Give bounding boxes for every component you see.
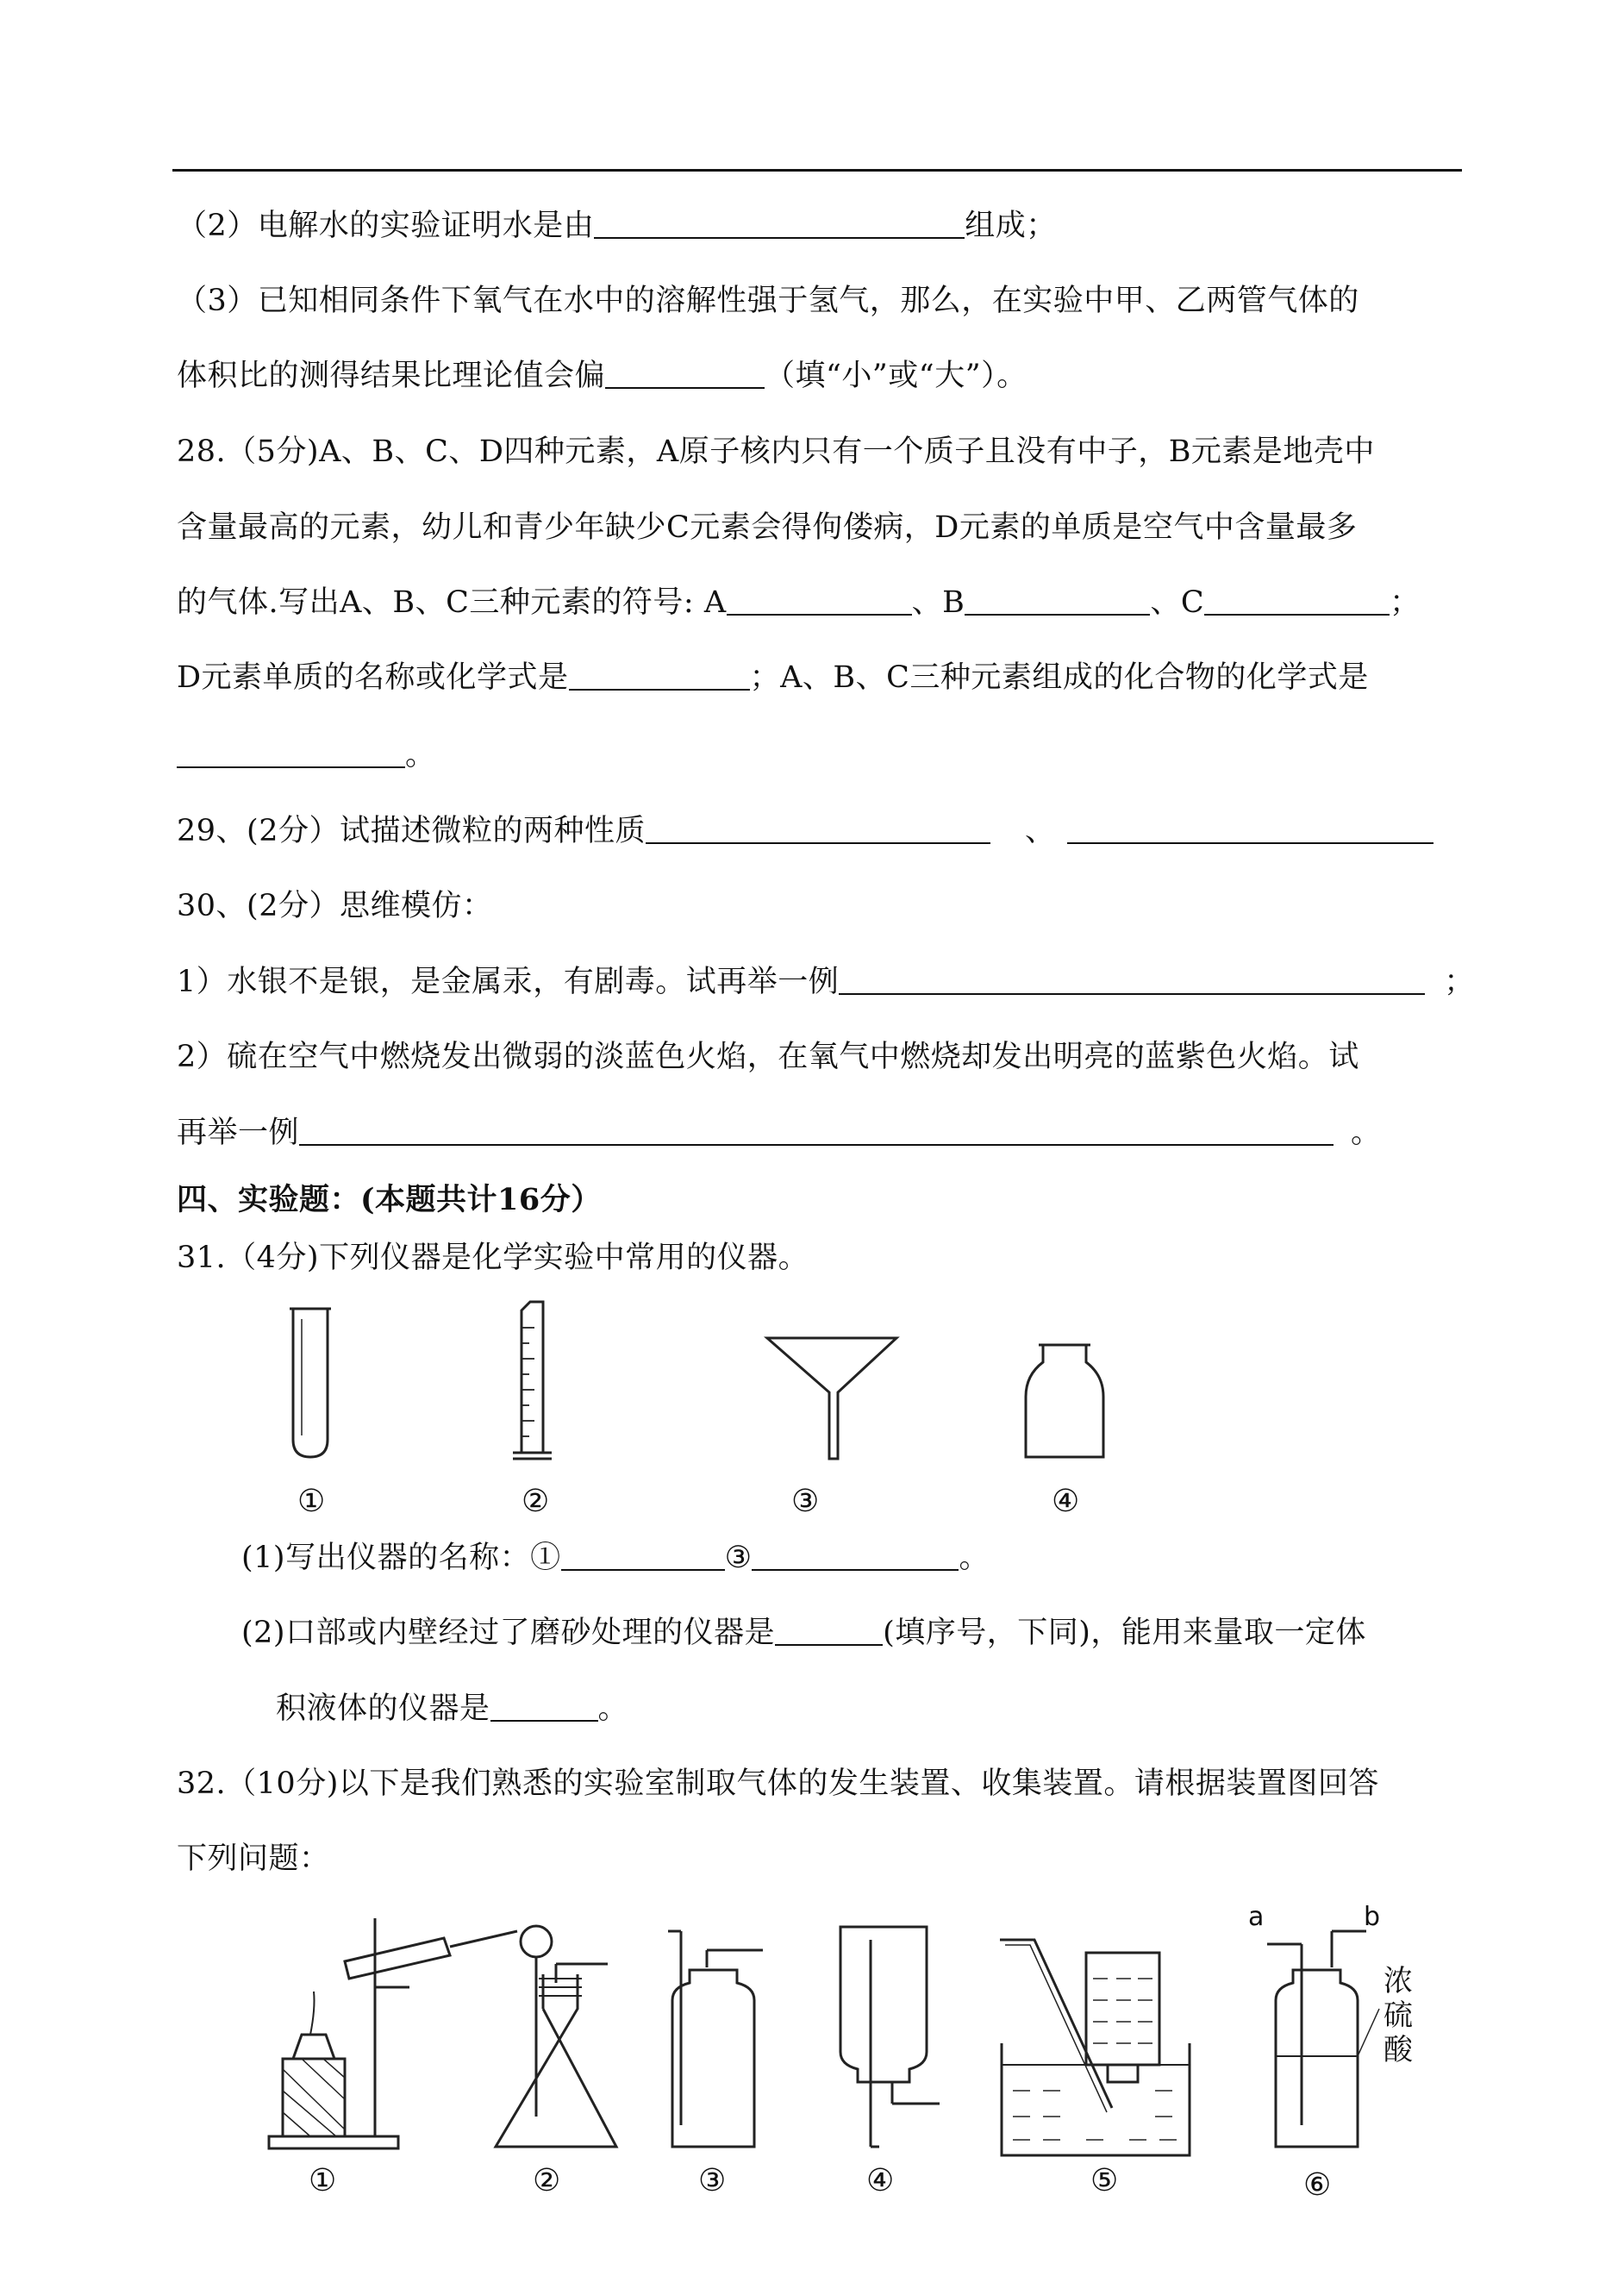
q31-sub-2: (2)口部或内壁经过了磨砂处理的仪器是 (填序号，下同)，能用来量取一定体: [241, 1616, 1366, 1650]
flask-apparatus-drawing: [496, 1926, 616, 2147]
apparatus-label-1: ①: [309, 2163, 337, 2198]
answer-blank[interactable]: [594, 208, 965, 239]
apparatus-label-6: ⑥: [1303, 2167, 1332, 2203]
acid-label-1: 浓: [1384, 1964, 1413, 1998]
q31-sub-2b: 积液体的仪器是 。: [276, 1692, 629, 1726]
apparatus-drawings: [259, 1905, 1465, 2164]
port-label-a: a: [1248, 1902, 1265, 1932]
graduated-cylinder-drawing: [513, 1302, 552, 1459]
answer-blank-property-1[interactable]: [646, 813, 990, 844]
answer-blank-example-1[interactable]: [839, 964, 1425, 995]
instrument-label-4: ④: [1052, 1484, 1080, 1519]
answer-blank-ground-glass[interactable]: [775, 1615, 883, 1646]
instrument-label-2: ②: [522, 1484, 550, 1519]
q28-line-5: 。: [177, 735, 436, 776]
q27-line-3b: 体积比的测得结果比理论值会偏 （填“小”或“大”）。: [177, 359, 1027, 393]
answer-blank-d[interactable]: [569, 660, 750, 691]
q31-sub-1: (1)写出仪器的名称：① ③ 。: [241, 1541, 990, 1575]
answer-blank[interactable]: [605, 358, 765, 389]
answer-blank-instrument-1[interactable]: [561, 1540, 725, 1571]
answer-blank-c[interactable]: [1204, 585, 1390, 616]
apparatus-label-5: ⑤: [1090, 2163, 1119, 2198]
header-rule: [172, 169, 1462, 172]
answer-blank-b[interactable]: [965, 585, 1150, 616]
test-tube-drawing: [290, 1309, 331, 1457]
heating-apparatus-drawing: [269, 1918, 517, 2148]
q30-line-2: 1）水银不是银，是金属汞，有剧毒。试再举一例 ；: [177, 965, 1475, 999]
section-4-heading: 四、实验题：(本题共计16分）: [177, 1182, 602, 1217]
answer-blank-example-2[interactable]: [299, 1115, 1334, 1146]
bottle-drawing: [1026, 1345, 1103, 1457]
instrument-drawings: [259, 1293, 1121, 1466]
q27-line-3: （3）已知相同条件下氧气在水中的溶解性强于氢气，那么，在实验中甲、乙两管气体的: [177, 284, 1359, 318]
q28-line-2: 含量最高的元素，幼儿和青少年缺少C元素会得佝偻病，D元素的单质是空气中含量最多: [177, 510, 1358, 545]
apparatus-label-3: ③: [698, 2163, 727, 2198]
q28-line-3: 的气体.写出A、B、C三种元素的符号: A 、B 、C ；: [177, 585, 1421, 620]
answer-blank-compound[interactable]: [177, 737, 405, 768]
apparatus-label-2: ②: [533, 2163, 561, 2198]
instrument-label-3: ③: [791, 1484, 820, 1519]
instrument-figure: [259, 1293, 1121, 1526]
instrument-label-1: ①: [297, 1484, 326, 1519]
q27-line-2: （2）电解水的实验证明水是由 组成；: [177, 209, 1057, 243]
apparatus-figure: [259, 1902, 1465, 2285]
gas-bottle-apparatus-drawing: [668, 1931, 763, 2147]
answer-blank-instrument-3[interactable]: [752, 1540, 959, 1571]
acid-label-2: 硫: [1384, 1998, 1413, 2033]
answer-blank-property-2[interactable]: [1067, 813, 1433, 844]
answer-blank-a[interactable]: [727, 585, 912, 616]
inverted-bottle-apparatus-drawing: [840, 1927, 940, 2147]
q29-line: 29、(2分）试描述微粒的两种性质 、: [177, 810, 1433, 852]
q28-line-1: 28.（5分)A、B、C、D四种元素，A原子核内只有一个质子且没有中子，B元素是地壳中: [177, 435, 1375, 469]
q28-line-4: D元素单质的名称或化学式是 ；A、B、C三种元素组成的化合物的化学式是: [177, 660, 1369, 695]
funnel-drawing: [767, 1338, 896, 1459]
answer-blank-measure[interactable]: [490, 1691, 598, 1722]
apparatus-label-4: ④: [866, 2163, 895, 2198]
q31-line-1: 31.（4分)下列仪器是化学实验中常用的仪器。: [177, 1241, 809, 1275]
q30-line-1: 30、(2分）思维模仿：: [177, 889, 493, 923]
q30-line-3: 2）硫在空气中燃烧发出微弱的淡蓝色火焰，在氧气中燃烧却发出明亮的蓝紫色火焰。试: [177, 1040, 1359, 1074]
water-trough-apparatus-drawing: [1000, 1940, 1190, 2155]
q30-line-4: 再举一例 。: [177, 1116, 1382, 1150]
washing-bottle-apparatus-drawing: [1267, 1931, 1379, 2147]
q32-line-2: 下列问题：: [177, 1842, 330, 1876]
q32-line-1: 32.（10分)以下是我们熟悉的实验室制取气体的发生装置、收集装置。请根据装置图回答: [177, 1767, 1379, 1801]
port-label-b: b: [1364, 1902, 1381, 1932]
acid-label-3: 酸: [1384, 2033, 1413, 2067]
